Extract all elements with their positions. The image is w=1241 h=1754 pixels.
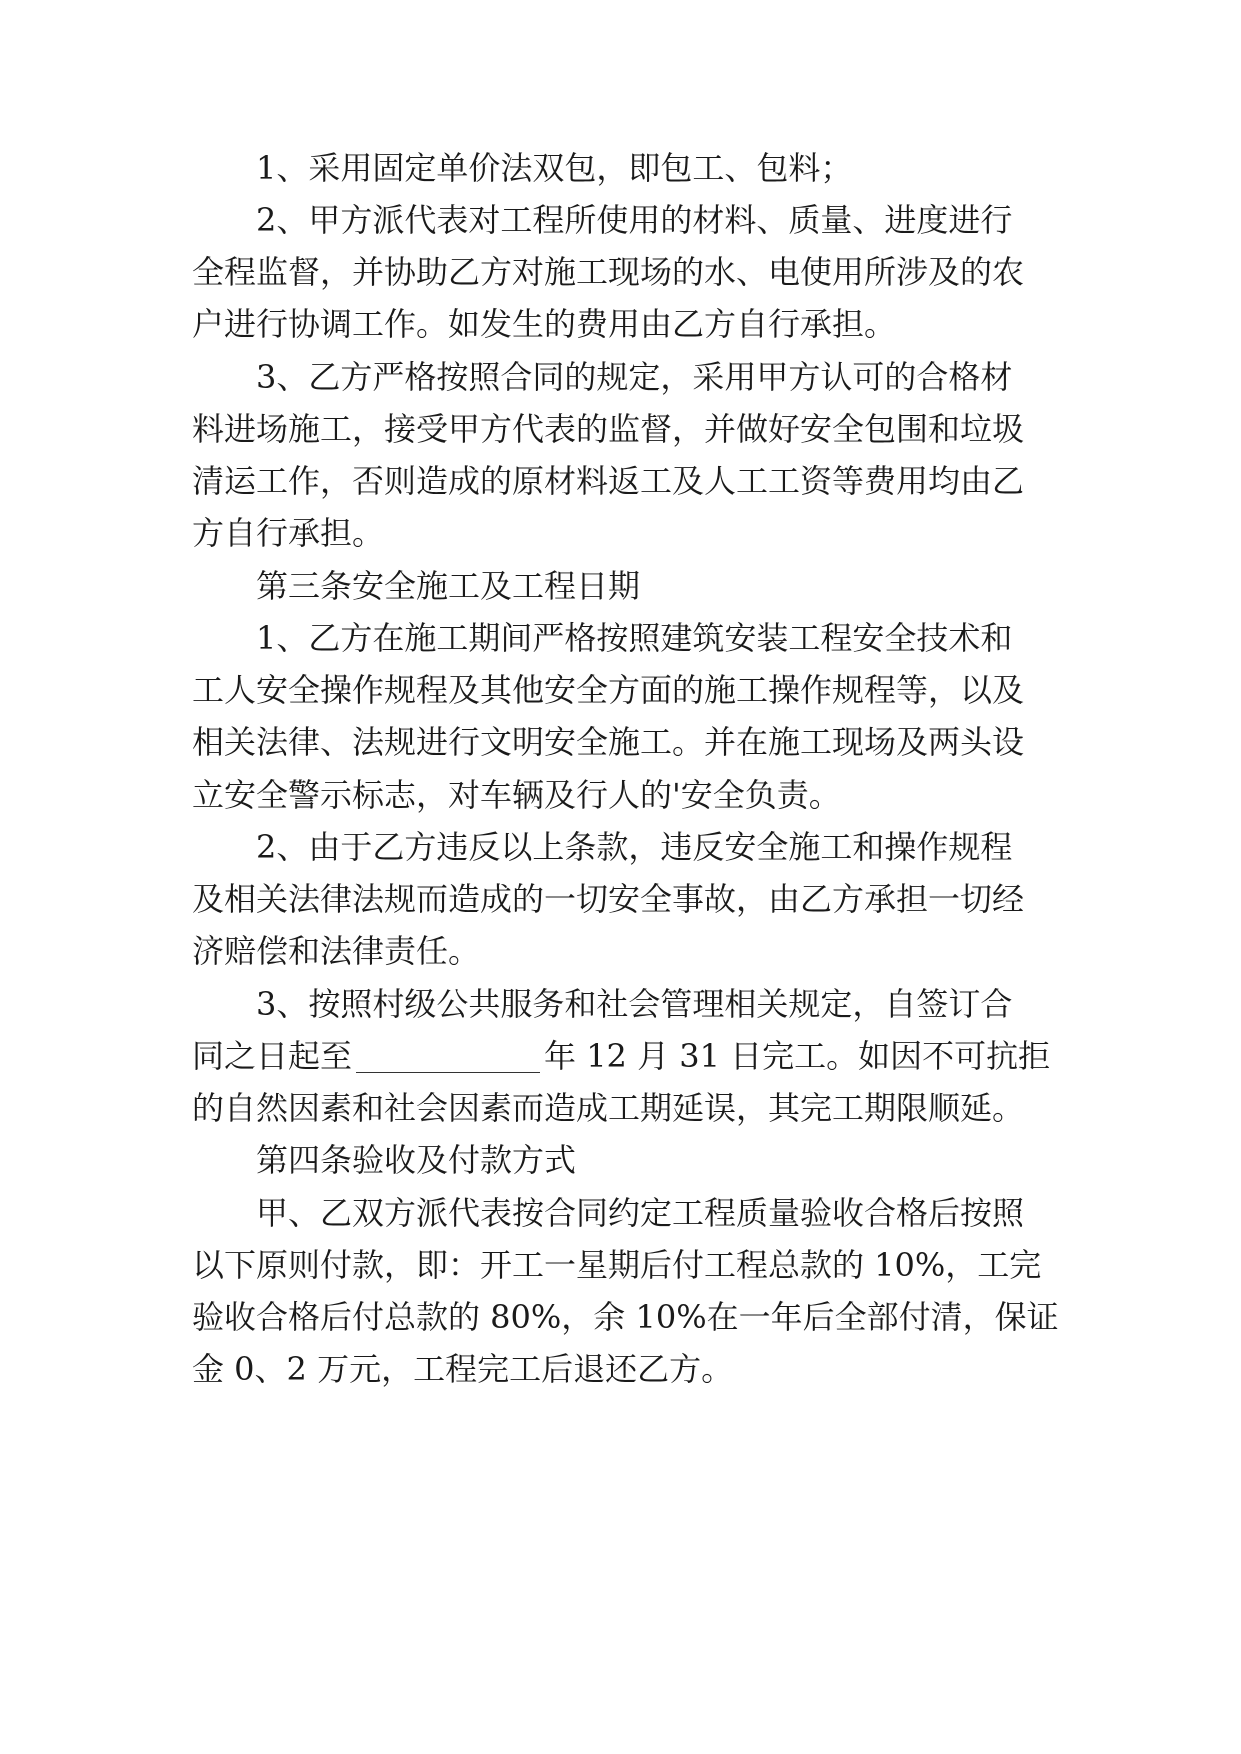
clause-4-heading: 第四条验收及付款方式: [256, 1141, 577, 1179]
clause-2-item-3-line-2: 料进场施工，接受甲方代表的监督，并做好安全包围和垃圾: [192, 410, 1025, 448]
clause-2-item-3-line-3: 清运工作，否则造成的原材料返工及人工工资等费用均由乙: [192, 462, 1025, 500]
clause-4-body-line-2: 以下原则付款，即：开工一星期后付工程总款的 10%，工完: [192, 1246, 1042, 1284]
clause-3-item-2-line-1: 2、由于乙方违反以上条款，违反安全施工和操作规程: [256, 828, 1013, 866]
clause-3-item-1-line-2: 工人安全操作规程及其他安全方面的施工操作规程等，以及: [192, 671, 1025, 709]
clause-2-item-2-line-1: 2、甲方派代表对工程所使用的材料、质量、进度进行: [256, 201, 1013, 239]
clause-4-body-line-4: 金 0、2 万元，工程完工后退还乙方。: [192, 1350, 734, 1388]
clause-3-item-2-line-3: 济赔偿和法律责任。: [192, 932, 481, 970]
clause-3-heading: 第三条安全施工及工程日期: [256, 567, 641, 605]
clause-4-body-line-1: 甲、乙双方派代表按合同约定工程质量验收合格后按照: [256, 1194, 1025, 1232]
clause-2-item-1-line: 1、采用固定单价法双包，即包工、包料；: [256, 149, 853, 187]
clause-3-item-3-line-1: 3、按照村级公共服务和社会管理相关规定，自签订合: [256, 985, 1013, 1023]
clause-2-item-2-line-2: 全程监督，并协助乙方对施工现场的水、电使用所涉及的农: [192, 253, 1025, 291]
clause-2-item-2-line-3: 户进行协调工作。如发生的费用由乙方自行承担。: [192, 305, 897, 343]
clause-3-item-1-line-4: 立安全警示标志，对车辆及行人的'安全负责。: [192, 776, 841, 814]
clause-2-item-3-line-4: 方自行承担。: [192, 514, 385, 552]
clause-3-item-1-line-3: 相关法律、法规进行文明安全施工。并在施工现场及两头设: [192, 723, 1025, 761]
clause-3-item-1-line-1: 1、乙方在施工期间严格按照建筑安装工程安全技术和: [256, 619, 1013, 657]
clause-3-item-3-line-3: 的自然因素和社会因素而造成工期延误，其完工期限顺延。: [192, 1089, 1025, 1127]
date-suffix-text: 年 12 月 31 日完工。如因不可抗拒: [544, 1037, 1051, 1075]
clause-4-body-line-3: 验收合格后付总款的 80%，余 10%在一年后全部付清，保证: [192, 1298, 1059, 1336]
clause-3-item-2-line-2: 及相关法律法规而造成的一切安全事故，由乙方承担一切经: [192, 880, 1025, 918]
date-prefix-text: 同之日起至: [192, 1037, 353, 1075]
clause-3-item-3-line-2: [192, 1036, 1050, 1076]
year-blank-underline: [356, 1044, 540, 1073]
clause-2-item-3-line-1: 3、乙方严格按照合同的规定，采用甲方认可的合格材: [256, 358, 1013, 396]
